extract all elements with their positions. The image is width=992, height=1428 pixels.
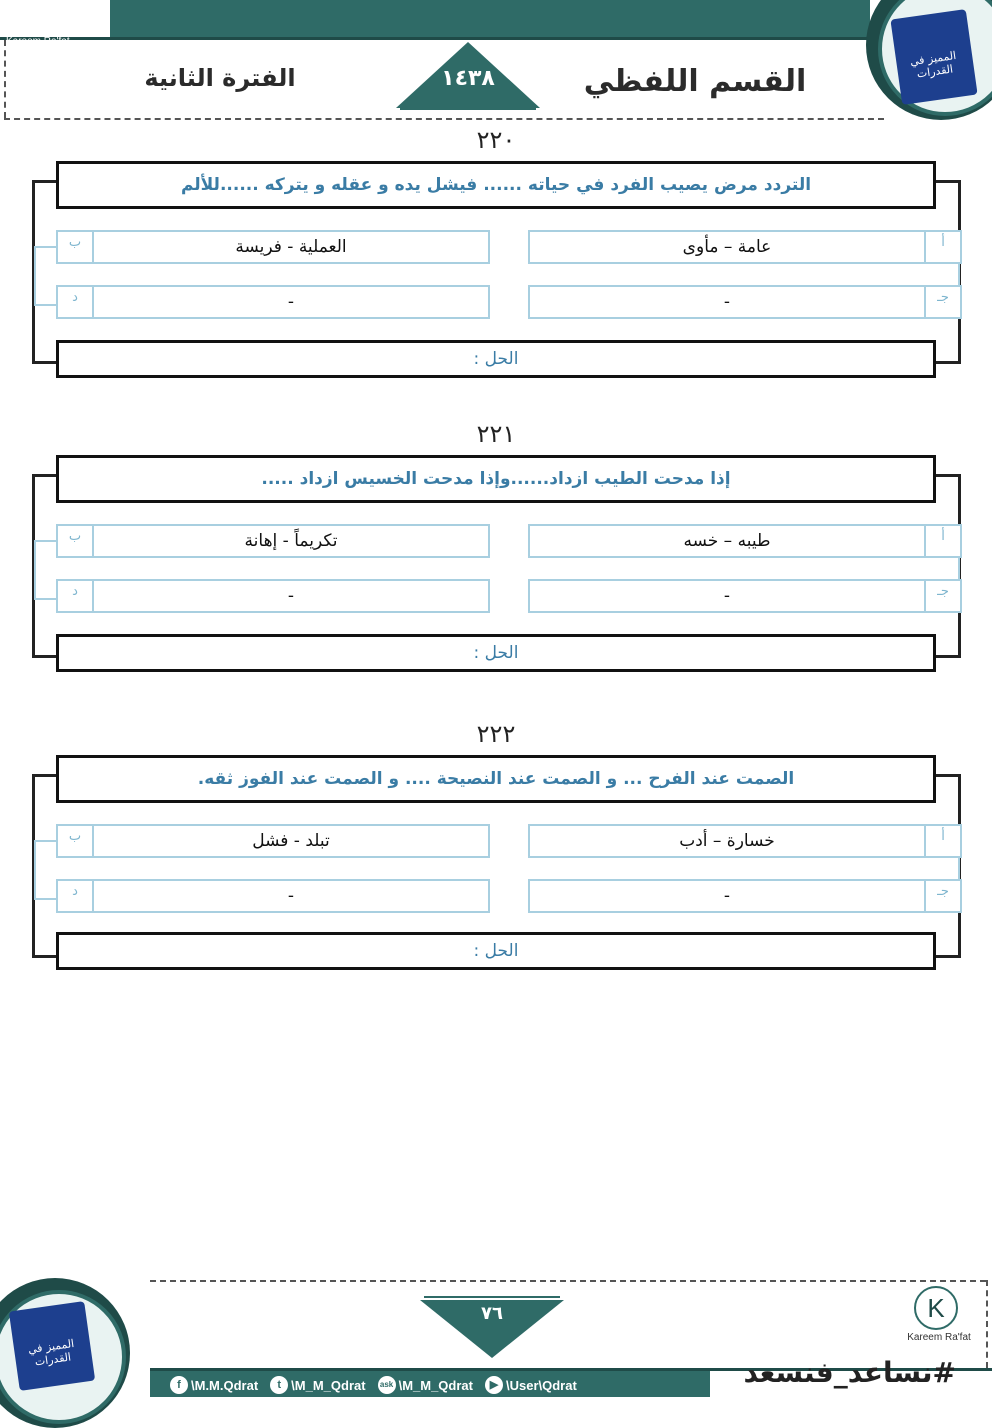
page-number-line <box>424 1296 560 1298</box>
social-youtube[interactable] <box>485 1376 577 1394</box>
brand-text: المميز في القدرات <box>909 48 957 81</box>
option-value: - <box>723 292 731 312</box>
option-a[interactable] <box>528 230 962 264</box>
twitter-icon: t <box>270 1376 288 1394</box>
answer-box[interactable]: الحل : <box>56 932 936 970</box>
question-text: الصمت عند الفرح ... و الصمت عند النصيحة .... و الصمت عند الفوز ثقه. <box>56 755 936 803</box>
social-ask[interactable] <box>378 1376 473 1394</box>
option-letter: جـ <box>924 581 960 611</box>
option-d[interactable] <box>56 285 490 319</box>
option-value: - <box>287 586 295 606</box>
ask-icon: ask <box>378 1376 396 1394</box>
option-c[interactable] <box>528 579 962 613</box>
footer-dashed-border-top <box>150 1280 986 1282</box>
page-number: ٧٦ <box>481 1303 503 1324</box>
period-title: الفترة الثانية <box>144 64 296 92</box>
social-twitter[interactable] <box>270 1376 365 1394</box>
social-handle: \User\Qdrat <box>505 1377 577 1393</box>
option-letter: أ <box>924 232 960 262</box>
option-letter: أ <box>924 526 960 556</box>
options-bracket-left <box>34 540 56 600</box>
option-value: العملية - فريسة <box>235 237 347 257</box>
year-label: ١٤٣٨ <box>441 66 495 91</box>
option-letter: ب <box>58 526 94 556</box>
question-text: إذا مدحت الطيب ازداد......وإذا مدحت الخسيس ازداد ..... <box>56 455 936 503</box>
option-a[interactable] <box>528 824 962 858</box>
option-value: طيبه – خسه <box>683 531 771 551</box>
option-letter: ب <box>58 826 94 856</box>
option-letter: د <box>58 881 94 911</box>
option-value: - <box>723 586 731 606</box>
year-underline <box>400 108 536 110</box>
social-handle: \M.M.Qdrat <box>191 1377 259 1393</box>
footer-brand-text: المميز في القدرات <box>27 1336 75 1369</box>
social-facebook[interactable] <box>170 1376 258 1394</box>
option-b[interactable] <box>56 230 490 264</box>
footer-dashed-border-right <box>986 1280 988 1368</box>
facebook-icon: f <box>170 1376 188 1394</box>
k-logo-icon: K <box>914 1286 958 1330</box>
option-letter: جـ <box>924 881 960 911</box>
options-bracket-left <box>34 840 56 900</box>
footer-logo-caption: Kareem Ra'fat <box>907 1332 971 1343</box>
option-d[interactable] <box>56 579 490 613</box>
option-c[interactable] <box>528 879 962 913</box>
section-title: القسم اللفظي <box>583 64 807 99</box>
option-b[interactable] <box>56 824 490 858</box>
question-text: التردد مرض يصيب الفرد في حياته ...... فيشل يده و عقله و يتركه ......للألم <box>56 161 936 209</box>
question-number: ٢٢٠ <box>476 126 516 154</box>
option-letter: جـ <box>924 287 960 317</box>
option-value: - <box>723 886 731 906</box>
option-value: تكريماً - إهانة <box>244 531 338 551</box>
footer-kareem-logo <box>904 1286 974 1346</box>
option-b[interactable] <box>56 524 490 558</box>
answer-box[interactable]: الحل : <box>56 634 936 672</box>
option-value: عامة – مأوى <box>682 237 772 257</box>
option-d[interactable] <box>56 879 490 913</box>
option-value: تبلد - فشل <box>252 831 330 851</box>
options-bracket-left <box>34 246 56 306</box>
header-dashed-border-left <box>4 40 6 118</box>
option-letter: ب <box>58 232 94 262</box>
header-stripe <box>110 0 870 37</box>
option-letter: د <box>58 581 94 611</box>
k-logo-icon: K <box>24 2 58 36</box>
social-handle: \M_M_Qdrat <box>398 1377 473 1393</box>
youtube-icon: ▶ <box>485 1376 503 1394</box>
option-letter: أ <box>924 826 960 856</box>
option-value: خسارة – أدب <box>679 831 775 851</box>
answer-box[interactable]: الحل : <box>56 340 936 378</box>
social-handle: \M_M_Qdrat <box>291 1377 366 1393</box>
option-value: - <box>287 292 295 312</box>
footer-hashtag: #نساعد_فنسعد <box>743 1356 956 1389</box>
question-number: ٢٢٢ <box>476 720 516 748</box>
kareem-logo <box>6 2 82 50</box>
option-value: - <box>287 886 295 906</box>
option-c[interactable] <box>528 285 962 319</box>
option-letter: د <box>58 287 94 317</box>
header-dashed-border-bottom <box>4 118 884 120</box>
question-number: ٢٢١ <box>476 420 516 448</box>
header-underline <box>0 37 900 40</box>
social-links <box>170 1374 583 1396</box>
option-a[interactable] <box>528 524 962 558</box>
logo-caption: Kareem Ra'fat <box>6 36 70 47</box>
